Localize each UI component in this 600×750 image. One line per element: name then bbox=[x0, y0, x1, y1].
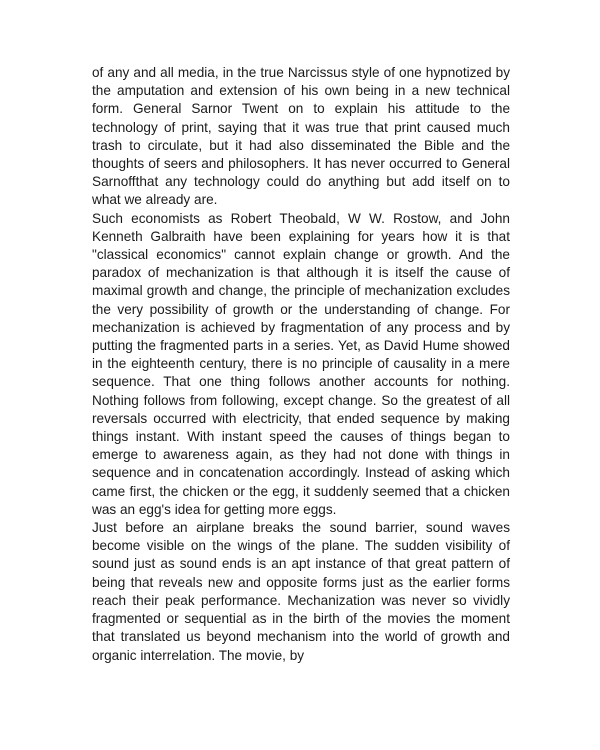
paragraph-2: Such economists as Robert Theobald, W W. Rostow, and John Kenneth Galbraith have been explaining for years how it is that "classical economics" cannot explain change or growth. And the paradox of mechanization is that although it is itself the cause of maximal growth and change, the principle of mechanization excludes the very possibility of growth or the understanding of change. For mechanization is achieved by fragmentation of any process and by putting the fragmented parts in a series. Yet, as David Hume showed in the eighteenth century, there is no principle of causality in a mere sequence. That one thing follows another accounts for nothing. Nothing follows from following, except change. So the greatest of all reversals occurred with electricity, that ended sequence by making things instant. With instant speed the causes of things began to emerge to awareness again, as they had not done with things in sequence and in concatenation accordingly. Instead of asking which came first, the chicken or the egg, it suddenly seemed that a chicken was an egg's idea for getting more eggs. bbox=[92, 210, 510, 517]
body-text bbox=[92, 64, 510, 665]
paragraph-3: Just before an airplane breaks the sound barrier, sound waves become visible on the wings of the plane. The sudden visibility of sound just as sound ends is an apt instance of that great pattern of being that reveals new and opposite forms just as the earlier forms reach their peak performance. Mechanization was never so vividly fragmented or sequential as in the birth of the movies the moment that translated us beyond mechanism into the world of growth and organic interrelation. The movie, by bbox=[92, 520, 510, 663]
paragraph-1: of any and all media, in the true Narcissus style of one hypnotized by the amputation and extension of his own being in a new technical form. General Sarnor Twent on to explain his attitude to the technology of print, saying that it was true that print caused much trash to circulate, but it had also disseminated the Bible and the thoughts of seers and philosophers. It has never occurred to General Sarnoffthat any technology could do anything but add itself on to what we already are. bbox=[92, 65, 510, 208]
